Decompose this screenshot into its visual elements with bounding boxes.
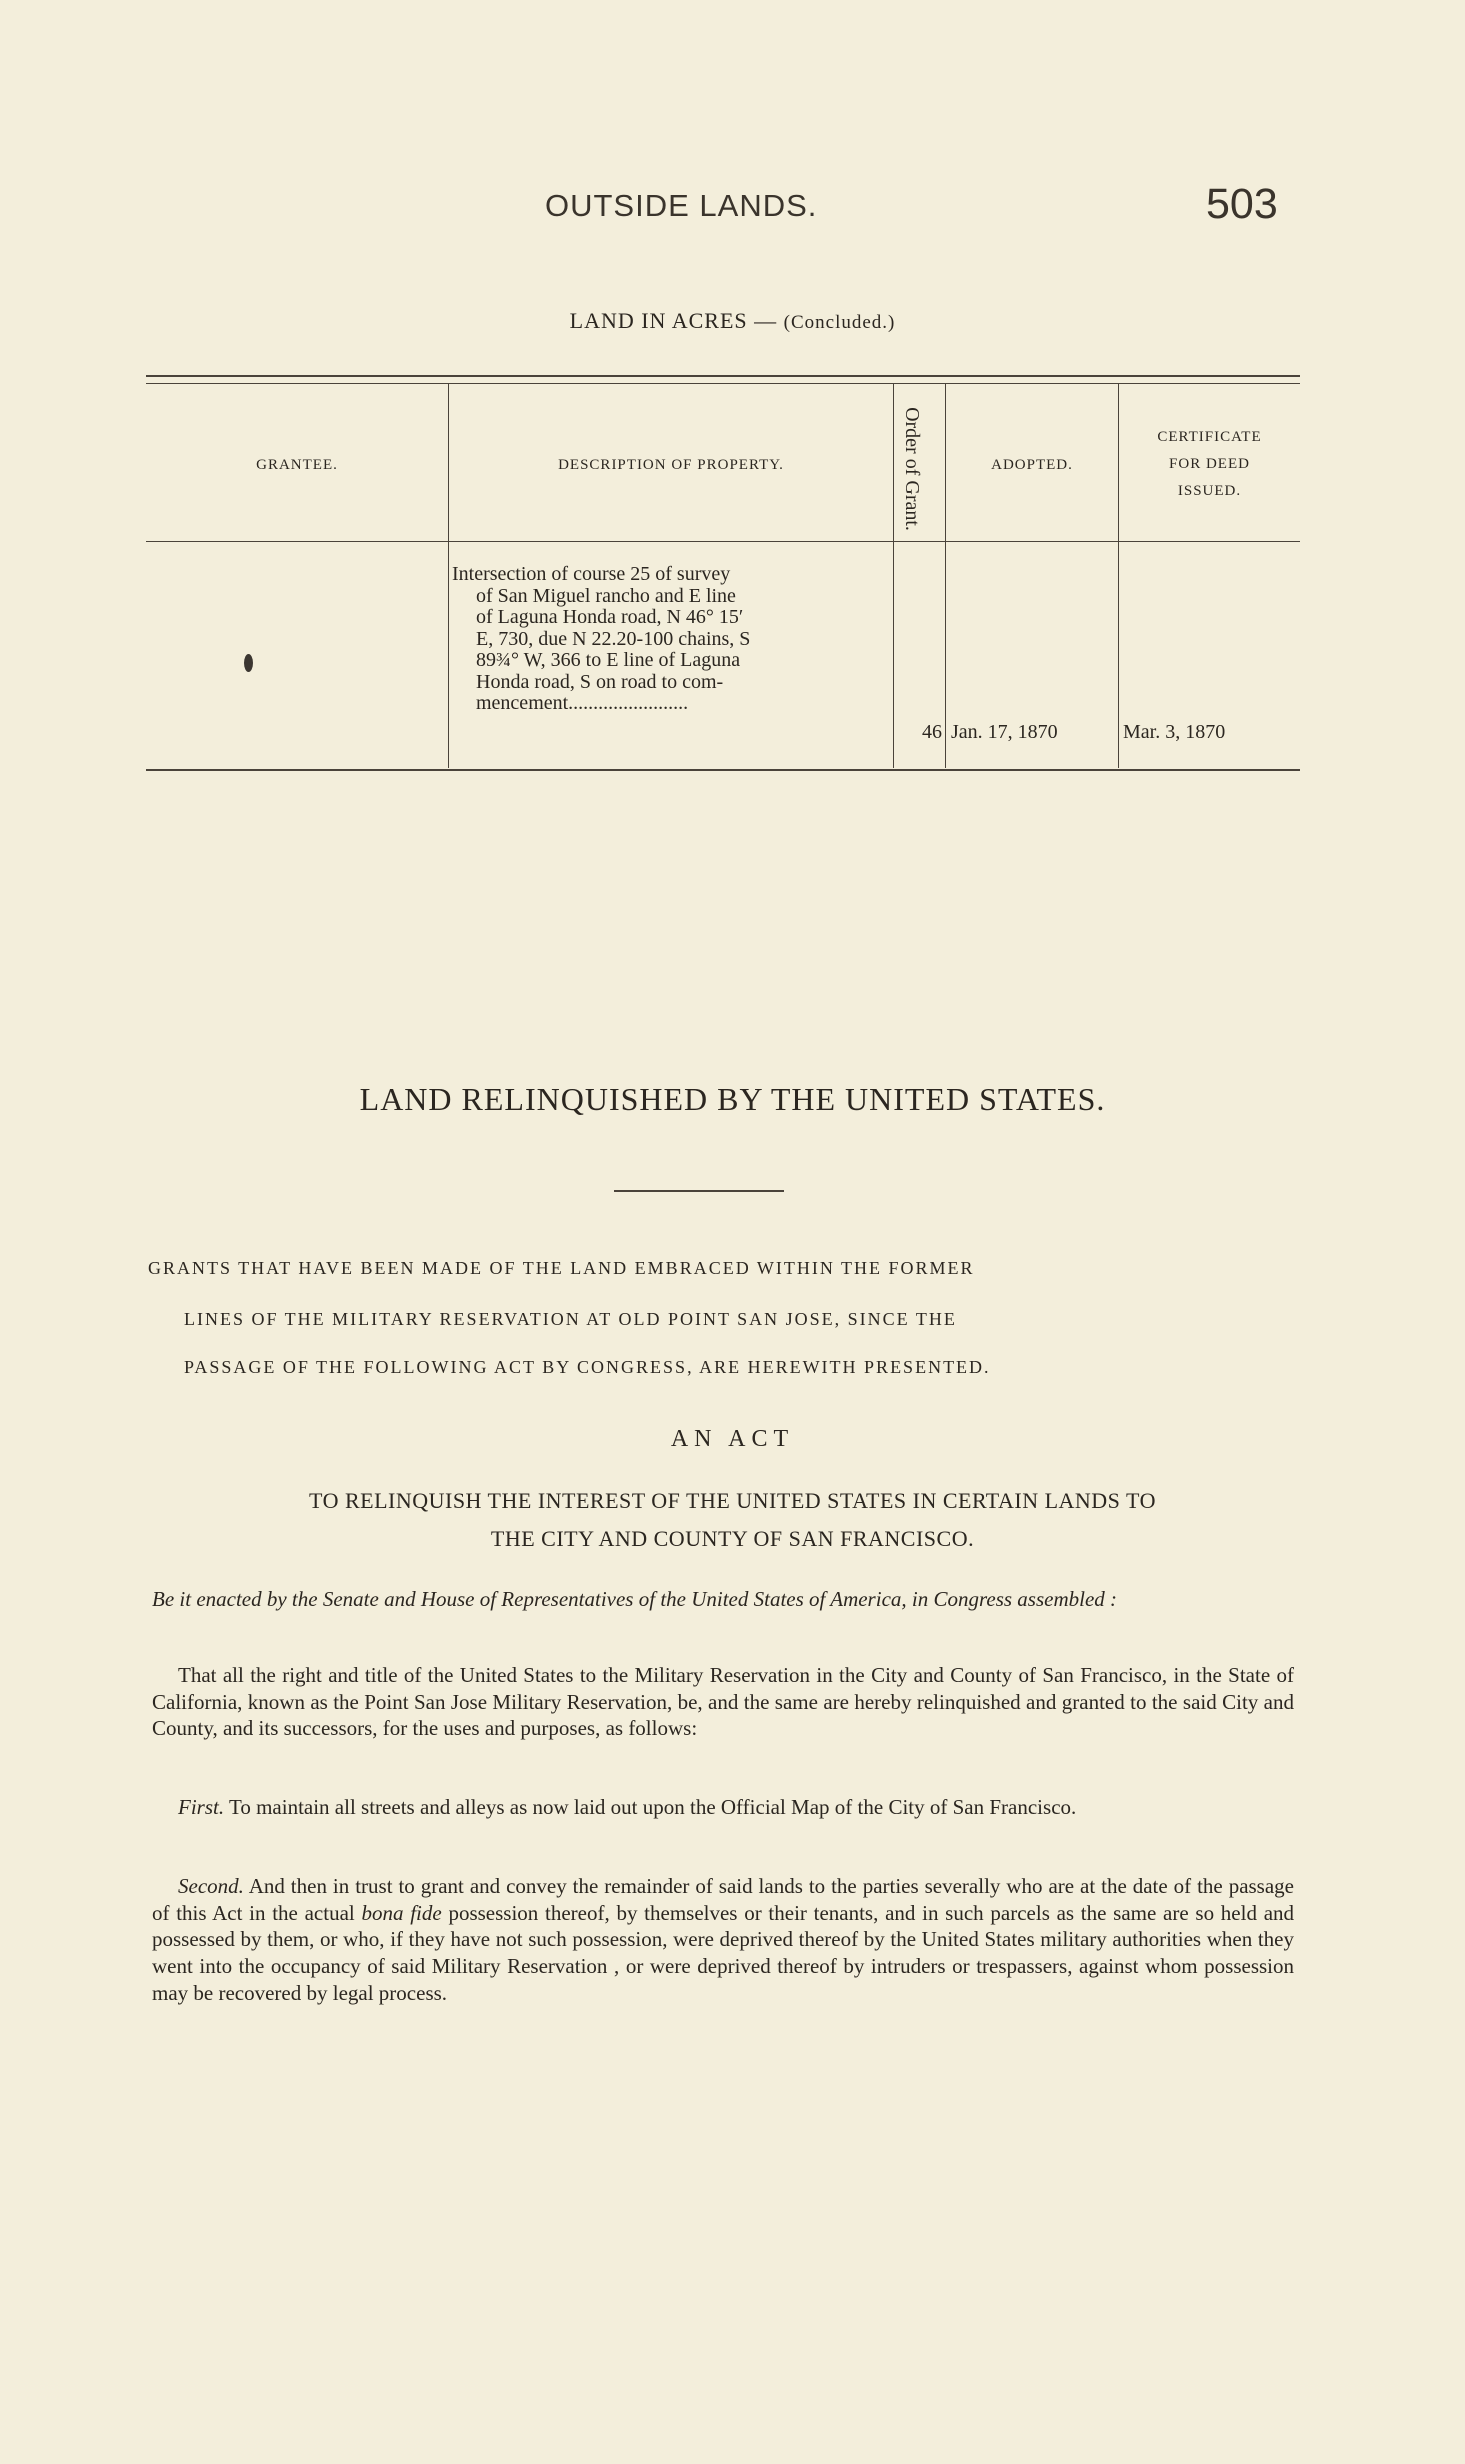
second-text-a: And then in trust to grant and convey the remainder of said lands to the parties severally who are at the date of the passage of this Act in the actual [152,1874,1294,1925]
ink-blot [244,654,253,672]
column-header-order-text: Order of Grant. [901,407,923,531]
running-title: OUTSIDE LANDS. [545,188,818,223]
intro-line: PASSAGE OF THE FOLLOWING ACT BY CONGRESS, ARE HEREWITH PRESENTED. [184,1357,991,1377]
paragraph-text: That all the right and title of the United States to the Military Reservation in the City and County of San Francisco, in the State of California, known as the Point San Jose Military Reservation, be, and the same are hereby relinquished and granted to the said City and County, and its successors, for the uses and purposes, as follows: [152,1663,1294,1741]
second-label: Second. [178,1874,244,1898]
table-top-rule [146,375,1300,377]
column-header-description: DESCRIPTION OF PROPERTY. [558,457,784,473]
certificate-header-line: FOR DEED [1169,456,1250,472]
first-text: To maintain all streets and alleys as now laid out upon the Official Map of the City of San Francisco. [228,1795,1077,1819]
intro-line: GRANTS THAT HAVE BEEN MADE OF THE LAND EMBRACED WITHIN THE FORMER [148,1258,975,1278]
page-number: 503 [1206,180,1278,228]
column-header-adopted: ADOPTED. [991,457,1073,473]
certificate-header-line: ISSUED. [1177,483,1242,499]
order-number-cell: 46 [922,721,942,743]
table-header-rule [146,541,1300,542]
bona-fide-text: bona fide [361,1900,442,1925]
table-heading [0,308,1465,334]
table-top-rule-2 [146,383,1300,384]
column-header-grantee: GRANTEE. [256,457,338,473]
certificate-header-line: CERTIFICATE [1157,429,1262,445]
description-line: Honda road, S on road to com- [476,670,724,693]
act-subtitle: TO RELINQUISH THE INTEREST OF THE UNITED STATES IN CERTAIN LANDS TO [309,1488,1156,1513]
description-line: Intersection of course 25 of survey [452,563,731,585]
description-line: 89¾° W, 366 to E line of Laguna [476,649,741,671]
act-paragraph-second [152,1873,1294,2007]
section-title: LAND RELINQUISHED BY THE UNITED STATES. [359,1081,1106,1117]
adopted-date-cell: Jan. 17, 1870 [951,721,1058,743]
table-title-concluded: (Concluded.) [783,312,896,333]
description-cell [452,564,890,715]
act-paragraph-first [152,1794,1294,1821]
column-divider [448,384,449,768]
enacting-clause [152,1586,1294,1613]
act-subtitle: THE CITY AND COUNTY OF SAN FRANCISCO. [490,1526,975,1551]
act-heading: AN ACT [670,1426,795,1452]
column-divider [945,384,946,768]
certificate-date-cell: Mar. 3, 1870 [1123,721,1226,743]
first-label: First. [178,1795,225,1819]
description-line: of San Miguel rancho and E line [476,584,736,607]
second-text-b: possession thereof, by themselves or their tenants, and in such parcels as the same are so held and possessed by them, or who, if they have not such possession, were deprived thereof by the United States military authorities when they went into the occupancy of said Military Reservation , or were deprived thereof by intruders or trespassers, against whom possession may be recovered by legal process. [152,1900,1295,2005]
description-line: mencement........................ [476,692,689,714]
description-line: E, 730, due N 22.20-100 chains, S [476,627,751,650]
intro-line: LINES OF THE MILITARY RESERVATION AT OLD POINT SAN JOSE, SINCE THE [184,1309,957,1329]
table-bottom-rule [146,769,1300,771]
column-header-order [882,404,942,534]
enacting-clause-text: Be it enacted by the Senate and House of Representatives of the United States of America, in Congress assembled : [152,1587,1118,1611]
section-divider [614,1190,784,1192]
column-header-certificate [1119,424,1300,505]
table-title: LAND IN ACRES — [569,308,778,333]
description-line: of Laguna Honda road, N 46° 15′ [476,606,744,628]
act-paragraph-1 [152,1662,1294,1742]
